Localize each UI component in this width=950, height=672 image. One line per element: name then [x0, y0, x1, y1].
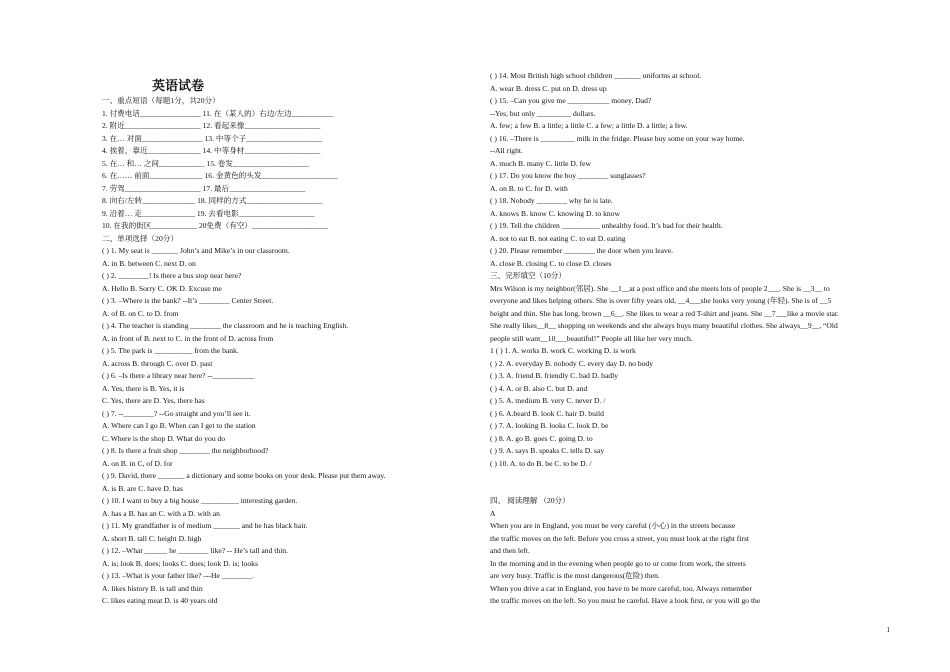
text-line: are very busy. Traffic is the most dangerous(危险) then. — [490, 571, 660, 580]
text-line: 6. 在…… 前面______________ 16. 金黄色的头发____________________ — [102, 171, 338, 180]
text-line: ( ) 11. My grandfather is of medium _______ and he has black hair. — [102, 521, 308, 530]
text-line: ( ) 15. –Can you give me ___________ money, Dad? — [490, 96, 652, 105]
text-line: ( ) 12. –What ______ he ________ like? -- He’s tall and thin. — [102, 546, 289, 555]
text-line: and then left. — [490, 546, 530, 555]
text-line: ( ) 8. Is there a fruit shop ________ the neighborhood? — [102, 446, 269, 455]
text-line: ( ) 4. The teacher is standing ________ the classroom and he is teaching English. — [102, 321, 349, 330]
text-line: A. Where can I go B. When can I get to the station — [102, 421, 256, 430]
text-line: ( ) 13. –What is your father like? ---He ________. — [102, 571, 255, 580]
text-line: ( ) 10. A. to do B. be C. to be D. / — [490, 458, 592, 468]
text-line: A — [490, 508, 496, 518]
text-line: 1 ( ) 1. A. works B. work C. working D. is work — [490, 346, 636, 355]
text-line: ( ) 7. --________? --Go straight and you’ll see it. — [102, 408, 251, 418]
text-line: 一、重点短语（每题1分，共20分） — [102, 96, 220, 105]
text-line: ( ) 4. A. or B. also C. but D. and — [490, 383, 588, 393]
text-line: ( ) 7. A. looking B. looks C. look D. be — [490, 421, 609, 430]
text-line: ( ) 6. A.beard B. look C. hair D. build — [490, 408, 604, 418]
text-line: --All right. — [490, 146, 523, 155]
text-line: ( ) 5. A. medium B. very C. never D. / — [490, 396, 606, 405]
text-line: 二、单项选择（20分） — [102, 233, 178, 243]
text-line: A. wear B. dress C. put on D. dress up — [490, 83, 607, 93]
text-line: ( ) 18. Nobody ________ why he is late. — [490, 196, 613, 205]
text-line: ( ) 3. –Where is the bank? --It’s ________ Center Street. — [102, 296, 274, 305]
text-line: A. in B. between C. next D. on — [102, 258, 196, 268]
text-line: height and thin. She has long, brown __6__. She likes to wear a red T-shirt and jeans. She __7___like a movie star. — [490, 308, 839, 318]
text-line: C. Where is the shop D. What do you do — [102, 433, 226, 443]
text-line: A. much B. many C. little D. few — [490, 158, 592, 168]
text-line: A. not to eat B. not eating C. to eat D. eating — [490, 233, 626, 243]
text-line: ( ) 19. Tell the children __________ unhealthy food. It’s bad for their health. — [490, 221, 723, 230]
text-line: A. in front of B. next to C. in the front of D. across from — [102, 333, 274, 343]
text-line: 三、完形填空（10分） — [490, 271, 566, 280]
text-line: A. close B. closing C. to close D. closes — [490, 258, 612, 268]
text-line: She really likes__8__ shopping on weekends and she always buys many beautiful clothes. She always__9__, “Old — [490, 321, 838, 330]
text-line: C. Yes, there are D. Yes, there has — [102, 396, 205, 405]
text-line: ( ) 3. A. friend B. friendly C. bad D. badly — [490, 371, 619, 380]
text-line: ( ) 9. A. says B. speaks C. tells D. say — [490, 446, 605, 455]
text-line: A. on B. to C. for D. with — [490, 183, 568, 193]
text-line: A. has a B. has an C. with a D. with an — [102, 508, 220, 518]
text-line: A. Yes, there is B. Yes, it is — [102, 383, 185, 393]
text-line: A. is; look B. does; looks C. does; look D. is; looks — [102, 558, 258, 568]
text-line: 4. 挨着，靠近______________ 14. 中等身材____________________ — [102, 146, 321, 155]
text-line: ( ) 2. A. everyday B. nobody C. every day D. no body — [490, 358, 654, 368]
text-line: A. of B. on C. to D. from — [102, 308, 179, 318]
text-line: ( ) 5. The park is __________ from the bank. — [102, 346, 239, 355]
text-line: ( ) 16. –There is _________ milk in the fridge. Please buy some on your way home. — [490, 133, 745, 143]
text-line: ( ) 17. Do you know the boy ________ sunglasses? — [490, 171, 646, 180]
text-line: 10. 在我的街区____________ 20免费（有空）____________________ — [102, 221, 328, 230]
text-line: ( ) 2. ________! Is there a bus stop near here? — [102, 271, 242, 280]
text-line: C. likes eating meat D. is 40 years old — [102, 596, 218, 605]
text-line: 3. 在… 对面________________ 13. 中等个子____________________ — [102, 133, 323, 143]
text-line: ( ) 14. Most British high school children _______ uniforms at school. — [490, 71, 702, 80]
text-line: 8. 向右/左转______________ 18. 同样的方式____________________ — [102, 196, 323, 205]
text-line: A. short B. tall C. height D. high — [102, 533, 202, 543]
text-line: A. knows B. know C. knowing D. to know — [490, 208, 620, 218]
text-line: ( ) 10. I want to buy a big house __________ interesting garden. — [102, 496, 298, 505]
text-line: 9. 沿着… 走______________ 19. 去看电影____________________ — [102, 208, 315, 218]
text-line: A. is B. are C. have D. has — [102, 483, 183, 493]
text-line: the traffic moves on the left. So you must be careful. Have a look first, or you will go the — [490, 596, 761, 605]
text-line: When you drive a car in England, you have to be more careful, too. Always remember — [490, 583, 752, 593]
text-line: 5. 在… 和… 之间____________ 15. 卷发____________________ — [102, 158, 309, 168]
text-line: ( ) 1. My seat is _______ John’s and Mike’s in our classroom. — [102, 246, 290, 255]
text-line: the traffic moves on the left. Before you cross a street, you must look at the right first — [490, 533, 750, 543]
text-line: people still want__10___beautiful!” People all like her very much. — [490, 333, 693, 343]
text-line: everyone and likes helping others. She is over fifty years old, __4___she looks very young (年轻). She is of __5 — [490, 296, 832, 305]
text-line: Mrs Wilson is my neighbor(邻居). She __1__at a post office and she meets lots of people 2___. She is __3__ to — [490, 283, 830, 293]
text-line: ( ) 8. A. go B. goes C. going D. to — [490, 433, 593, 443]
text-line: 7. 劳驾____________________ 17. 最后____________________ — [102, 183, 306, 193]
text-line: A. likes history B. is tall and thin — [102, 583, 203, 593]
exam-title: 英语试卷 — [152, 79, 205, 94]
text-line: When you are in England, you must be very careful (小心) in the streets because — [490, 521, 736, 530]
text-line: A. on B. in C, of D. for — [102, 458, 173, 468]
text-line: ( ) 20. Please remember ________ the door when you leave. — [490, 246, 674, 255]
text-line: 1. 付费电话________________ 11. 在（某人的）右边/左边___________ — [102, 108, 334, 118]
text-line: ( ) 6. –Is there a library near here? --___________ — [102, 371, 255, 380]
text-line: --Yes, but only _________ dollars. — [490, 108, 596, 118]
page-number: 1 — [886, 626, 890, 634]
text-line: In the morning and in the evening when people go to or come from work, the streets — [490, 558, 746, 568]
text-line: 2. 附近____________________ 12. 看起来像____________________ — [102, 121, 321, 130]
text-line: A. few; a few B. a little; a little C. a few; a little D. a little; a few. — [490, 121, 688, 130]
text-line: A. Hello B. Sorry C. OK D. Excuse me — [102, 283, 222, 293]
text-line: A. across B. through C. over D. past — [102, 358, 213, 368]
text-line: ( ) 9. David, there _______ a dictionary and some books on your desk. Please put them away. — [102, 471, 386, 480]
text-line: 四、 阅读理解 （20分） — [490, 496, 570, 505]
